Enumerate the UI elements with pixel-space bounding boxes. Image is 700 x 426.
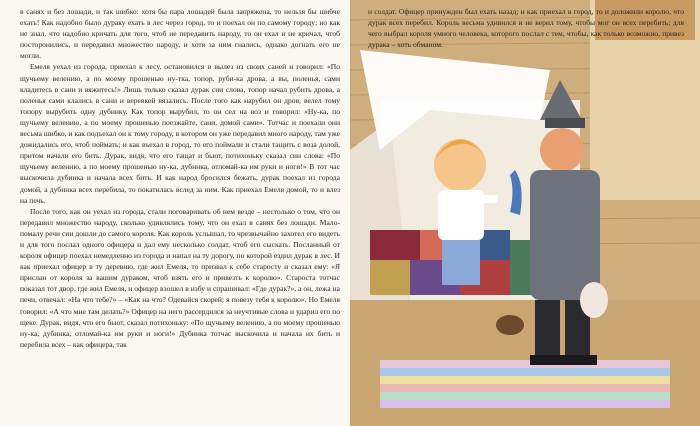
right-page-text bbox=[368, 6, 684, 50]
paragraph: и солдат. Офицер принужден был ехать назад; и как приехал в город, то и доложили королю, что дурак всех перебил. Король весьма удивился и не верил тому, чтобы мог он всех перебить; для чего выбрал короля умного человека, которого послал с тем, чтобы, как только возможно, привез дурака – хоть обманом. bbox=[368, 7, 684, 50]
paragraph: После того, как он уехал из города, стали поговаривать об нем везде – нестолько о том, что он передавил множество народу, сколько удивлялись тому, что он ехал в санях без лошади. Мало-помалу речи сии дошли до самого короля. Как король услышал, то чрезвычайно захотел его видеть и для того послал одного офицера и дал ему несколько солдат, чтоб его сыскать. Посланный от короля офицер поехал немедленно из города и напал на ту дорогу, по которой ездил дурак в лес. И как приехал офицер в ту деревню, где жил Емеля, то призвал к себе старосту и сказал ему: «Я прислан от короля за вашим дураком, чтоб взять его и привезть к королю». Староста тотчас показал тот двор, где жил Емеля, и офицер взошел в избу и спрашивал: «Где дурак?», а он, лежа на печи, отвечал: «На что тебе?» – «Как на что? Одевайся скорей; я повезу тебя к королю». Но Емеля говорил: «А что мне там делать?» Офицер на него рассердился за неучтивые слова и ударил его по щеке. Дурак, видя, что его бьют, сказал потихоньку: «По щучьему велению, а по моему прошенью ну-ка, дубинка, отломай-ка им руки и ноги!» Дубинка тотчас выскочила и начала их бить и перебила всех – как офицера, так bbox=[20, 206, 340, 349]
right-page-illustration bbox=[350, 0, 700, 426]
paragraph: Емеля уехал из города, приехал к лесу, остановился и вылез из своих саней и говорил: «По щучьему велению, а по моему прошенью ну-тка, топор, руби-ка дрова, а вы, поленья, сами кладитесь в сани и вяжитесь!» Лишь только сказал дурак сии слова, топор начал рубить дрова, а поленья сами клались в сани и веревкой вязались. После того как нарубил он дров, велел тому топору вырубить одну дубинку. Как топор вырубил, то он сел на воз и говорил: «Ну-ка, по щучьему велению, а по моему прошенью поезжайте, сани, домой сами». Тотчас и поехали они весьма шибко, и как подъехал он к тому городу, в котором он уже передавил много народу, там уже дожидались его, чтоб поймать; и как въехал в город, то его поймали и стали тащить с воза долой, притом начали его бить. Дурак, видя, что его тащат и бьют, потихоньку сказал сии слова: «По щучьему велению, а по моему прошенью ну-ка, дубинка, отломай-ка им руки и ноги!» В тот час выскочила дубинка и начала всех бить. И как народ бросился бежать, дурак поехал из города домой, а дубинка всех перебила, то покатилась вслед за ним. Как приехал Емеля домой, то и влез на печь. bbox=[20, 62, 340, 205]
left-page-text bbox=[20, 6, 340, 350]
paragraph: в санях и без лошади, и так шибко: хотя бы пара лошадей была запряжена, то нельзя бы шибче ехать! Как надобно было дураку ехать в лес через город, то и поехал он по самому городу; но как не знал, что надобно кричать для того, чтоб не передавить народу, то он ехал и не кричал, чтоб посторонились, и передавил множество народу, и хотя за ним гнались, однако догнать его не могли. bbox=[20, 7, 340, 61]
illustration-emelya-and-officer bbox=[350, 0, 700, 426]
